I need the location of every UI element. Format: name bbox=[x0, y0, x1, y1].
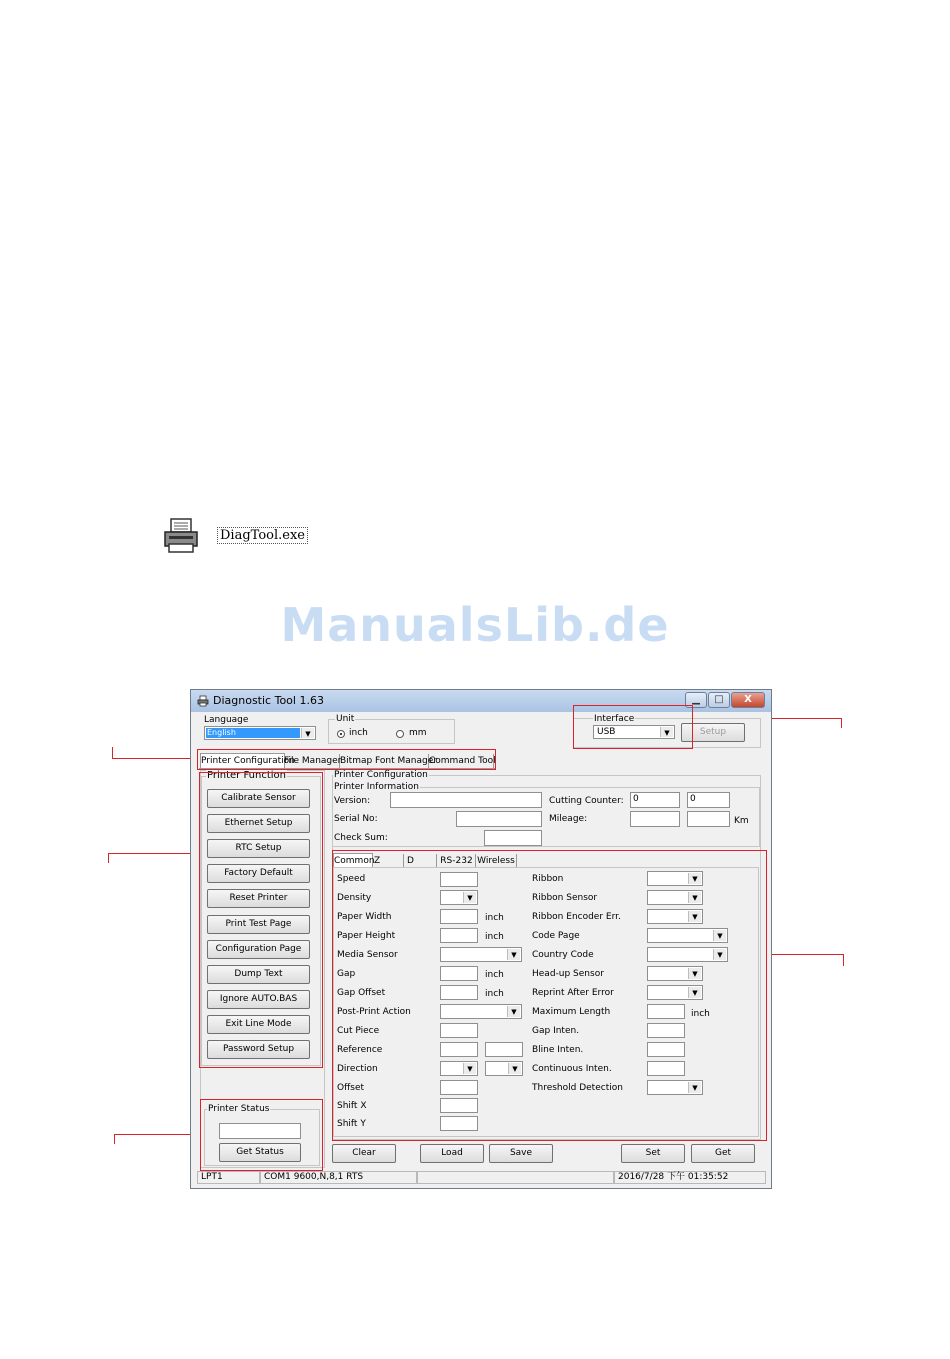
rtc-setup-button[interactable]: RTC Setup bbox=[207, 839, 310, 858]
printer-status-callout-box bbox=[200, 1099, 323, 1171]
chevron-down-icon[interactable]: ▼ bbox=[688, 968, 701, 979]
threshold-detection-label: Threshold Detection bbox=[532, 1083, 623, 1093]
chevron-down-icon[interactable]: ▼ bbox=[507, 949, 520, 960]
post-print-action-label: Post-Print Action bbox=[337, 1007, 411, 1017]
language-select[interactable] bbox=[204, 726, 316, 740]
tab-command-tool[interactable]: Command Tool bbox=[429, 756, 496, 766]
ethernet-setup-button[interactable]: Ethernet Setup bbox=[207, 814, 310, 833]
reset-printer-button[interactable]: Reset Printer bbox=[207, 889, 310, 908]
callout-line-tabs-v bbox=[112, 747, 113, 759]
save-button[interactable]: Save bbox=[489, 1144, 553, 1163]
tab-d[interactable]: D bbox=[405, 854, 437, 868]
tab-rs232[interactable]: RS-232 bbox=[438, 854, 476, 868]
chevron-down-icon[interactable]: ▼ bbox=[688, 892, 701, 903]
callout-line-function bbox=[108, 853, 196, 854]
watermark-text: ManualsLib.de bbox=[280, 598, 670, 652]
media-sensor-label: Media Sensor bbox=[337, 950, 398, 960]
status-datetime: 2016/7/28 下午 01:35:52 bbox=[614, 1171, 766, 1184]
gap-inten-label: Gap Inten. bbox=[532, 1026, 580, 1036]
serial-label: Serial No: bbox=[334, 814, 378, 824]
get-button[interactable]: Get bbox=[691, 1144, 755, 1163]
gap-unit: inch bbox=[485, 970, 504, 980]
factory-default-button[interactable]: Factory Default bbox=[207, 864, 310, 883]
chevron-down-icon[interactable]: ▼ bbox=[507, 1006, 520, 1017]
printer-configuration-title: Printer Configuration bbox=[334, 770, 428, 780]
mileage-field-1[interactable] bbox=[630, 811, 680, 827]
version-field[interactable] bbox=[390, 792, 542, 808]
app-printer-icon bbox=[197, 695, 209, 707]
ignore-autobas-button[interactable]: Ignore AUTO.BAS bbox=[207, 990, 310, 1009]
unit-label: Unit bbox=[336, 714, 355, 724]
code-page-label: Code Page bbox=[532, 931, 580, 941]
tab-file-manager[interactable]: File Manager bbox=[284, 756, 342, 766]
checksum-label: Check Sum: bbox=[334, 833, 388, 843]
ribbon-label: Ribbon bbox=[532, 874, 564, 884]
interface-value: USB bbox=[597, 727, 616, 737]
reprint-after-error-label: Reprint After Error bbox=[532, 988, 614, 998]
printer-information-title: Printer Information bbox=[334, 782, 419, 792]
tab-bitmap-font-manager[interactable]: Bitmap Font Manager bbox=[340, 756, 437, 766]
paper-height-unit: inch bbox=[485, 932, 504, 942]
continuous-inten-label: Continuous Inten. bbox=[532, 1064, 612, 1074]
unit-inch-radio[interactable] bbox=[337, 730, 345, 738]
direction-label: Direction bbox=[337, 1064, 378, 1074]
callout-line-tabs bbox=[112, 758, 196, 759]
ribbon-encoder-err-label: Ribbon Encoder Err. bbox=[532, 912, 621, 922]
chevron-down-icon[interactable]: ▼ bbox=[463, 892, 476, 903]
tab-wireless[interactable]: Wireless bbox=[476, 854, 517, 868]
speed-label: Speed bbox=[337, 874, 366, 884]
unit-mm-label: mm bbox=[409, 728, 427, 738]
callout-line-common bbox=[766, 954, 844, 955]
tab-printer-configuration[interactable]: Printer Configuration bbox=[200, 753, 285, 768]
gap-offset-unit: inch bbox=[485, 989, 504, 999]
checksum-field[interactable] bbox=[484, 830, 542, 846]
maximum-length-label: Maximum Length bbox=[532, 1007, 611, 1017]
unit-mm-radio[interactable] bbox=[396, 730, 404, 738]
printer-icon[interactable] bbox=[163, 516, 201, 554]
password-setup-button[interactable]: Password Setup bbox=[207, 1040, 310, 1059]
load-button[interactable]: Load bbox=[420, 1144, 484, 1163]
mileage-label: Mileage: bbox=[549, 814, 588, 824]
configuration-page-button[interactable]: Configuration Page bbox=[207, 940, 310, 959]
clear-button[interactable]: Clear bbox=[332, 1144, 396, 1163]
status-com: COM1 9600,N,8,1 RTS bbox=[260, 1171, 417, 1184]
chevron-down-icon[interactable]: ▼ bbox=[508, 1063, 521, 1074]
diagnostic-tool-window bbox=[190, 689, 772, 1189]
offset-label: Offset bbox=[337, 1083, 365, 1093]
cutting-counter-label: Cutting Counter: bbox=[549, 796, 624, 806]
country-code-label: Country Code bbox=[532, 950, 594, 960]
shift-y-label: Shift Y bbox=[337, 1119, 366, 1129]
exit-line-mode-button[interactable]: Exit Line Mode bbox=[207, 1015, 310, 1034]
get-status-button[interactable]: Get Status bbox=[219, 1143, 301, 1162]
callout-line-interface-v bbox=[841, 718, 842, 728]
tab-z[interactable]: Z bbox=[372, 854, 404, 868]
callout-line-function-v bbox=[108, 853, 109, 863]
maximize-button[interactable]: □ bbox=[708, 692, 730, 708]
paper-width-unit: inch bbox=[485, 913, 504, 923]
chevron-down-icon[interactable]: ▼ bbox=[688, 1082, 701, 1093]
status-port: LPT1 bbox=[197, 1171, 260, 1184]
cut-piece-label: Cut Piece bbox=[337, 1026, 380, 1036]
chevron-down-icon[interactable]: ▼ bbox=[301, 728, 314, 738]
set-button[interactable]: Set bbox=[621, 1144, 685, 1163]
status-middle bbox=[417, 1171, 614, 1184]
cutting-counter-field-2[interactable]: 0 bbox=[687, 792, 730, 808]
callout-line-status bbox=[114, 1134, 200, 1135]
tab-common[interactable]: Common bbox=[333, 853, 373, 868]
maximum-length-unit: inch bbox=[691, 1009, 710, 1019]
gap-offset-label: Gap Offset bbox=[337, 988, 386, 998]
window-title: Diagnostic Tool 1.63 bbox=[213, 694, 324, 707]
interface-callout-box bbox=[573, 705, 693, 749]
printer-function-title: Printer Function bbox=[207, 770, 286, 781]
serial-field[interactable] bbox=[456, 811, 542, 827]
callout-line-status-v bbox=[114, 1134, 115, 1144]
chevron-down-icon[interactable]: ▼ bbox=[688, 873, 701, 884]
unit-inch-label: inch bbox=[349, 728, 368, 738]
dump-text-button[interactable]: Dump Text bbox=[207, 965, 310, 984]
head-up-sensor-label: Head-up Sensor bbox=[532, 969, 604, 979]
mileage-field-2[interactable] bbox=[687, 811, 730, 827]
bline-inten-label: Bline Inten. bbox=[532, 1045, 584, 1055]
chevron-down-icon[interactable]: ▼ bbox=[660, 727, 673, 737]
density-label: Density bbox=[337, 893, 372, 903]
chevron-down-icon[interactable]: ▼ bbox=[688, 911, 701, 922]
ribbon-sensor-label: Ribbon Sensor bbox=[532, 893, 598, 903]
chevron-down-icon[interactable]: ▼ bbox=[713, 949, 726, 960]
printer-function-callout-box bbox=[199, 772, 323, 1068]
language-label: Language bbox=[204, 715, 249, 725]
paper-height-label: Paper Height bbox=[337, 931, 396, 941]
reference-label: Reference bbox=[337, 1045, 383, 1055]
callout-line-common-v bbox=[843, 954, 844, 966]
calibrate-sensor-button[interactable]: Calibrate Sensor bbox=[207, 789, 310, 808]
chevron-down-icon[interactable]: ▼ bbox=[713, 930, 726, 941]
interface-label: Interface bbox=[594, 714, 635, 724]
cutting-counter-field-1[interactable]: 0 bbox=[630, 792, 680, 808]
language-value: English bbox=[206, 728, 300, 738]
minimize-button[interactable]: ▁ bbox=[685, 692, 707, 708]
gap-label: Gap bbox=[337, 969, 356, 979]
printer-status-title: Printer Status bbox=[208, 1104, 270, 1114]
desktop-icon-label[interactable]: DiagTool.exe bbox=[217, 527, 308, 544]
setup-button[interactable]: Setup bbox=[681, 723, 745, 742]
shift-x-label: Shift X bbox=[337, 1101, 367, 1111]
version-label: Version: bbox=[334, 796, 371, 806]
mileage-unit: Km bbox=[734, 816, 749, 826]
close-button[interactable]: X bbox=[731, 692, 765, 708]
common-callout-box bbox=[332, 850, 767, 1141]
chevron-down-icon[interactable]: ▼ bbox=[463, 1063, 476, 1074]
paper-width-label: Paper Width bbox=[337, 912, 392, 922]
print-test-page-button[interactable]: Print Test Page bbox=[207, 915, 310, 934]
tabs-callout-box bbox=[197, 749, 496, 770]
chevron-down-icon[interactable]: ▼ bbox=[688, 987, 701, 998]
